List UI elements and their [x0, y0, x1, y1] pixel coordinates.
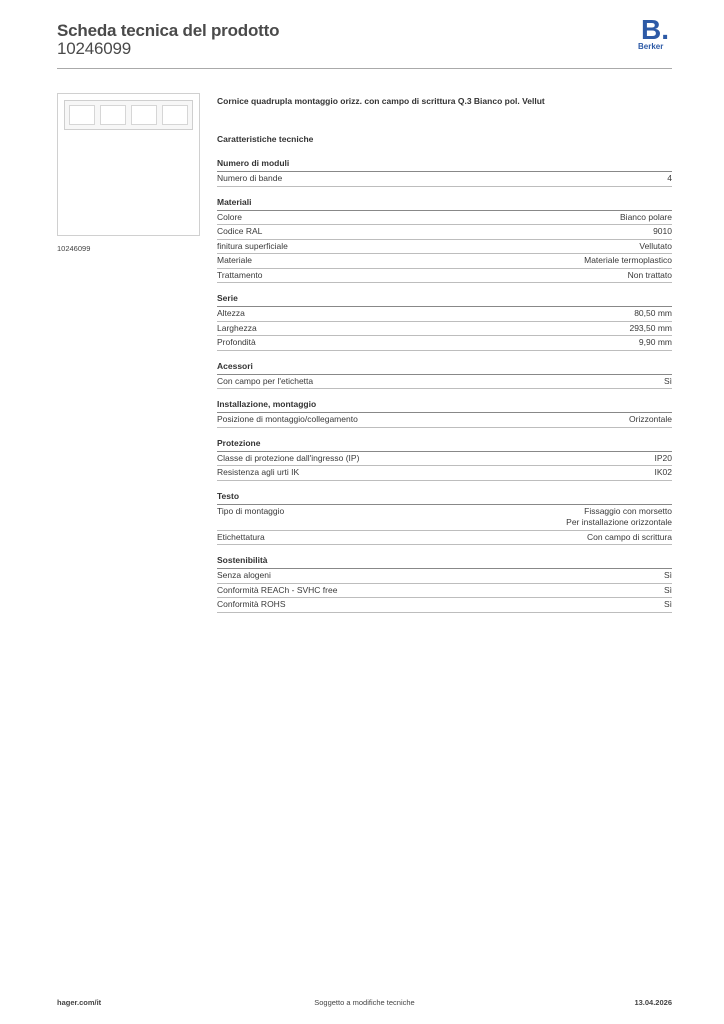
- section-title: Sostenibilità: [217, 555, 672, 569]
- footer-note: Soggetto a modifiche tecniche: [314, 998, 415, 1007]
- spec-value: [639, 241, 672, 253]
- logo-text: Berker: [638, 42, 664, 51]
- spec-value-line: Per installazione orizzontale: [566, 517, 672, 527]
- product-code: 10246099: [57, 39, 132, 58]
- spec-label: Trattamento: [217, 269, 263, 280]
- spec-value-line: IK02: [654, 467, 672, 477]
- spec-value: [655, 467, 673, 479]
- header-divider: [57, 68, 672, 69]
- spec-row: [217, 254, 672, 269]
- spec-label: Posizione di montaggio/collegamento: [217, 414, 358, 424]
- spec-label: Colore: [217, 211, 243, 222]
- spec-row: [217, 413, 672, 428]
- spec-heading: Caratteristiche tecniche: [217, 134, 314, 144]
- spec-label: Conformità ROHS: [217, 599, 286, 609]
- spec-value: [566, 506, 672, 529]
- spec-label: Classe di protezione dall'ingresso (IP): [217, 452, 360, 463]
- spec-row: [217, 322, 672, 337]
- spec-label: Larghezza: [217, 322, 257, 333]
- footer-date: 13.04.2026: [634, 998, 672, 1007]
- quadruple-frame-illustration: [64, 100, 193, 130]
- spec-row: [217, 452, 672, 467]
- spec-value-line: 9,90 mm: [638, 337, 672, 347]
- spec-value-line: Orizzontale: [629, 414, 672, 424]
- spec-content: [217, 96, 672, 613]
- spec-value-line: Bianco polare: [620, 211, 672, 222]
- spec-label: Tipo di montaggio: [217, 505, 285, 516]
- spec-value-line: Non trattato: [627, 269, 672, 280]
- spec-value: [664, 599, 672, 611]
- spec-label: Resistenza agli urti IK: [217, 467, 300, 477]
- spec-label: Etichettatura: [217, 531, 265, 542]
- spec-label: Conformità REACh - SVHC free: [217, 584, 338, 595]
- spec-value-line: Sì: [663, 570, 672, 580]
- spec-label: Materiale: [217, 255, 252, 265]
- spec-value-line: Sì: [663, 584, 672, 595]
- frame-slot: [69, 105, 95, 125]
- spec-row: [217, 531, 672, 546]
- spec-row: [217, 172, 672, 187]
- frame-slot: [100, 105, 126, 125]
- product-name: Cornice quadrupla montaggio orizz. con campo di scrittura Q.3 Bianco pol. Vellut: [217, 96, 545, 106]
- spec-label: finitura superficiale: [217, 240, 288, 251]
- spec-value-line: 9010: [653, 226, 672, 236]
- spec-value-line: 293,50 mm: [629, 322, 672, 333]
- section-title: Protezione: [217, 438, 672, 452]
- spec-label: Codice RAL: [217, 226, 263, 236]
- section-title: Testo: [217, 491, 672, 505]
- product-image: [57, 93, 200, 236]
- spec-row: [217, 240, 672, 255]
- spec-row: [217, 225, 672, 240]
- spec-value-line: IP20: [654, 452, 672, 463]
- spec-value: [587, 532, 672, 544]
- spec-row: [217, 598, 672, 613]
- page-header: [57, 14, 672, 68]
- image-caption: 10246099: [57, 244, 91, 253]
- spec-row: [217, 466, 672, 481]
- spec-value-line: Con campo di scrittura: [586, 531, 672, 542]
- spec-value: [584, 255, 672, 267]
- logo-mark: B.: [641, 14, 669, 45]
- spec-value-line: Materiale termoplastico: [584, 255, 672, 265]
- spec-value-line: Sì: [663, 599, 672, 609]
- spec-row: [217, 307, 672, 322]
- spec-value: [655, 453, 673, 465]
- spec-value-line: 80,50 mm: [634, 308, 672, 318]
- frame-slot: [131, 105, 157, 125]
- spec-value: [639, 337, 672, 349]
- spec-label: Numero di bande: [217, 173, 283, 183]
- section-title: Materiali: [217, 197, 672, 211]
- spec-label: Altezza: [217, 308, 245, 318]
- spec-label: Con campo per l'etichetta: [217, 375, 314, 386]
- berker-logo: [638, 16, 672, 54]
- section-title: Numero di moduli: [217, 158, 672, 172]
- spec-value-line: Sì: [663, 375, 672, 386]
- spec-value-line: Vellutato: [639, 240, 672, 251]
- spec-value: [629, 414, 672, 426]
- spec-value: [620, 212, 672, 224]
- spec-value: [653, 226, 672, 238]
- spec-row: [217, 505, 672, 531]
- spec-row: [217, 269, 672, 284]
- spec-value: [667, 173, 672, 185]
- spec-row: [217, 375, 672, 390]
- spec-value: [634, 308, 672, 320]
- spec-label: Profondità: [217, 337, 256, 347]
- spec-row: [217, 584, 672, 599]
- spec-row: [217, 336, 672, 351]
- spec-row: [217, 569, 672, 584]
- spec-value: [664, 376, 672, 388]
- spec-value: [664, 570, 672, 582]
- frame-slot: [162, 105, 188, 125]
- page-title: Scheda tecnica del prodotto: [57, 21, 280, 40]
- spec-value-line: Fissaggio con morsetto: [584, 505, 672, 516]
- spec-value: [629, 323, 672, 335]
- footer-website: hager.com/it: [57, 998, 102, 1007]
- section-title: Installazione, montaggio: [217, 399, 672, 413]
- spec-value: [664, 585, 672, 597]
- spec-row: [217, 211, 672, 226]
- spec-value-line: 4: [667, 173, 672, 183]
- section-title: Serie: [217, 293, 672, 307]
- spec-label: Senza alogeni: [217, 570, 271, 580]
- section-title: Acessori: [217, 361, 672, 375]
- spec-sections: [217, 158, 672, 613]
- spec-value: [628, 270, 672, 282]
